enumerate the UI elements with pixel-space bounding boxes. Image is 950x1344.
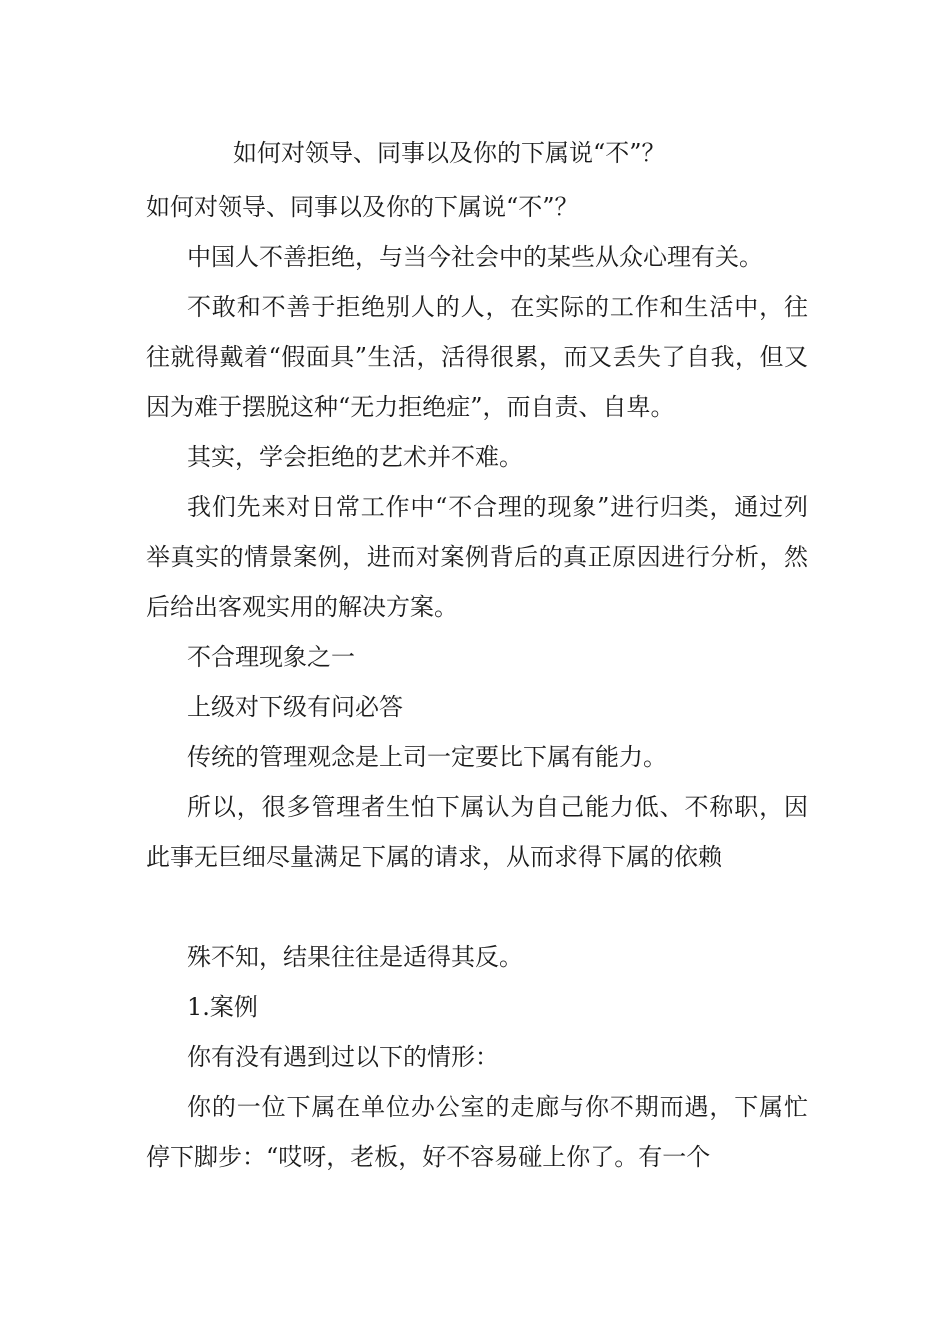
- document-title: 如何对领导、同事以及你的下属说“不”？: [233, 139, 666, 167]
- document-body: [146, 182, 808, 1182]
- paragraph-2: 中国人不善拒绝，与当今社会中的某些从众心理有关。: [187, 243, 763, 271]
- paragraph-12: 你有没有遇到过以下的情形：: [187, 1043, 499, 1071]
- paragraph-9: 所以，很多管理者生怕下属认为自己能力低、不称职，因此事无巨细尽量满足下属的请求，从而求得下属的依赖: [146, 793, 808, 871]
- paragraph-6: 不合理现象之一: [187, 643, 355, 671]
- paragraph-7: 上级对下级有问必答: [187, 693, 403, 721]
- paragraph-10: 殊不知，结果往往是适得其反。: [187, 943, 523, 971]
- paragraph-8: 传统的管理观念是上司一定要比下属有能力。: [187, 743, 667, 771]
- paragraph-5: 我们先来对日常工作中“不合理的现象”进行归类，通过列举真实的情景案例，进而对案例背后的真正原因进行分析，然后给出客观实用的解决方案。: [146, 493, 808, 621]
- paragraph-1: 如何对领导、同事以及你的下属说“不”？: [146, 193, 579, 221]
- paragraph-11: 1.案例: [187, 993, 258, 1021]
- paragraph-3: 不敢和不善于拒绝别人的人，在实际的工作和生活中，往往就得戴着“假面具”生活，活得很累，而又丢失了自我，但又因为难于摆脱这种“无力拒绝症”，而自责、自卑。: [146, 293, 808, 421]
- paragraph-13: 你的一位下属在单位办公室的走廊与你不期而遇，下属忙停下脚步：“哎呀，老板，好不容易碰上你了。有一个: [146, 1093, 808, 1171]
- blank-line: [146, 882, 808, 932]
- paragraph-4: 其实，学会拒绝的艺术并不难。: [187, 443, 523, 471]
